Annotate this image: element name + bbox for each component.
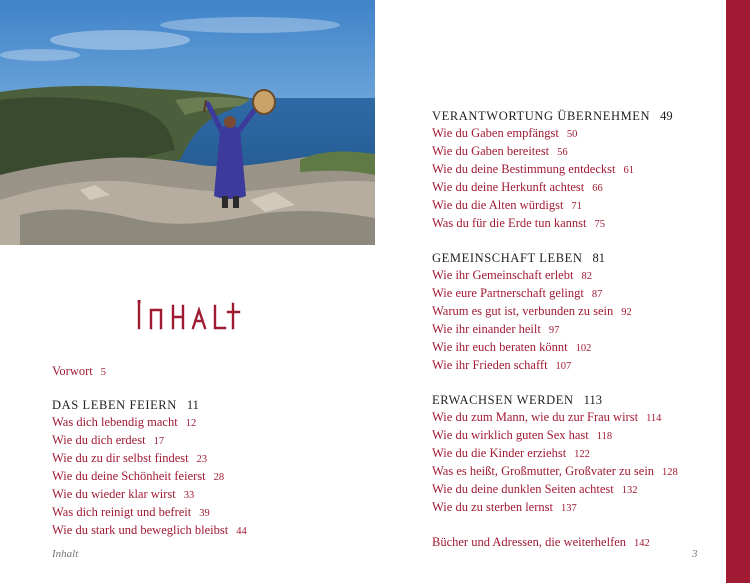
toc-entry-label: Warum es gut ist, verbunden zu sein xyxy=(432,304,614,318)
toc-entry-page: 122 xyxy=(574,449,590,460)
toc-entry-label: Wie du die Alten würdigst xyxy=(432,198,564,212)
toc-entry[interactable] xyxy=(432,499,678,517)
toc-entry-label: Wie du zu dir selbst findest xyxy=(52,451,189,465)
toc-entry-label: Wie du wieder klar wirst xyxy=(52,487,176,501)
toc-entry[interactable] xyxy=(432,179,678,197)
toc-entry[interactable] xyxy=(432,339,678,357)
toc-entry-page: 107 xyxy=(555,361,572,372)
toc-entry[interactable] xyxy=(52,522,247,540)
toc-entry-appendix[interactable] xyxy=(432,534,678,552)
toc-entry-label: Wie du zum Mann, wie du zur Frau wirst xyxy=(432,410,639,424)
toc-entry[interactable] xyxy=(432,285,678,303)
toc-entry[interactable] xyxy=(52,450,247,468)
toc-entry-label: Wie du Gaben bereitest xyxy=(432,144,550,158)
toc-entry-page: 28 xyxy=(213,472,225,483)
toc-entry-page: 12 xyxy=(185,418,197,429)
toc-entry-label: Wie ihr Frieden schafft xyxy=(432,358,548,372)
toc-entry[interactable] xyxy=(432,125,678,143)
toc-entry-page: 128 xyxy=(662,467,678,478)
toc-entry-page: 23 xyxy=(196,454,208,465)
toc-section-page: 113 xyxy=(583,393,602,407)
toc-section-page: 81 xyxy=(592,251,606,265)
toc-entry[interactable] xyxy=(432,215,678,233)
toc-entry[interactable] xyxy=(432,267,678,285)
toc-entry-label: Wie du deine Herkunft achtest xyxy=(432,180,585,194)
toc-entry[interactable] xyxy=(432,357,678,375)
toc-entry-page: 137 xyxy=(560,503,577,514)
toc-entry[interactable] xyxy=(432,303,678,321)
toc-entry-label: Was dich reinigt und befreit xyxy=(52,505,192,519)
toc-entry[interactable] xyxy=(52,504,247,522)
toc-entry-page: 97 xyxy=(548,325,560,336)
toc-entry-label: Wie ihr euch beraten könnt xyxy=(432,340,568,354)
toc-section-label: DAS LEBEN FEIERN xyxy=(52,398,177,412)
toc-entry-page: 33 xyxy=(183,490,195,501)
toc-entry-label: Was du für die Erde tun kannst xyxy=(432,216,587,230)
toc-entry-page: 142 xyxy=(634,538,650,549)
page-edge-accent-bar xyxy=(726,0,750,583)
toc-entry-page: 118 xyxy=(596,431,613,442)
toc-entry-page: 5 xyxy=(100,367,106,378)
toc-entry-page: 132 xyxy=(621,485,638,496)
toc-entry-label: Wie du deine Schönheit feierst xyxy=(52,469,206,483)
toc-entry-label: Was es heißt, Großmutter, Großvater zu sein xyxy=(432,464,655,478)
toc-section-page: 11 xyxy=(186,398,199,412)
toc-entry[interactable] xyxy=(432,409,678,427)
toc-section-label: ERWACHSEN WERDEN xyxy=(432,393,574,407)
toc-entry[interactable] xyxy=(432,321,678,339)
toc-entry-label: Bücher und Adressen, die weiterhelfen xyxy=(432,535,627,549)
toc-section-page: 49 xyxy=(660,109,673,123)
toc-entry[interactable] xyxy=(52,468,247,486)
toc-entry[interactable] xyxy=(432,481,678,499)
toc-entry[interactable] xyxy=(432,463,678,481)
toc-entry-page: 50 xyxy=(566,129,578,140)
toc-entry[interactable] xyxy=(432,445,678,463)
toc-entry-page: 61 xyxy=(623,165,634,176)
toc-section-heading xyxy=(432,392,678,409)
page-number: 3 xyxy=(692,548,698,560)
toc-entry-page: 102 xyxy=(575,343,592,354)
toc-entry-label: Wie du deine dunklen Seiten achtest xyxy=(432,482,614,496)
toc-entry[interactable] xyxy=(432,161,678,179)
toc-section-heading xyxy=(52,397,247,414)
toc-entry-page: 44 xyxy=(236,526,247,537)
toc-entry[interactable] xyxy=(432,197,678,215)
landscape-photo xyxy=(0,0,375,245)
page-title xyxy=(60,300,320,330)
footer-section-label: Inhalt xyxy=(52,548,79,560)
toc-entry-page: 75 xyxy=(594,219,606,230)
toc-entry-label: Wie du die Kinder erziehst xyxy=(432,446,567,460)
left-toc xyxy=(52,363,247,540)
toc-entry-page: 56 xyxy=(557,147,568,158)
toc-section-heading xyxy=(432,250,678,267)
toc-entry[interactable] xyxy=(432,143,678,161)
toc-entry-label: Vorwort xyxy=(52,364,93,378)
toc-section-label: GEMEINSCHAFT LEBEN xyxy=(432,251,583,265)
toc-entry-page: 114 xyxy=(646,413,662,424)
toc-entry-page: 82 xyxy=(581,271,592,282)
toc-entry-label: Wie du Gaben empfängst xyxy=(432,126,559,140)
toc-entry-page: 71 xyxy=(571,201,582,212)
toc-entry-page: 39 xyxy=(199,508,210,519)
toc-entry-label: Wie ihr Gemeinschaft erlebt xyxy=(432,268,574,282)
toc-entry[interactable] xyxy=(52,486,247,504)
toc-entry[interactable] xyxy=(52,432,247,450)
toc-entry-page: 17 xyxy=(153,436,165,447)
toc-entry-page: 92 xyxy=(621,307,632,318)
toc-section-heading xyxy=(432,108,678,125)
page-title-lettering xyxy=(135,300,245,330)
toc-entry-vorwort[interactable] xyxy=(52,363,247,381)
right-toc xyxy=(432,108,678,552)
toc-entry-label: Wie du dich erdest xyxy=(52,433,146,447)
toc-entry-label: Wie eure Partnerschaft gelingt xyxy=(432,286,584,300)
toc-entry-label: Wie du deine Bestimmung entdeckst xyxy=(432,162,616,176)
toc-entry-label: Wie du stark und beweglich bleibst xyxy=(52,523,229,537)
toc-entry[interactable] xyxy=(432,427,678,445)
toc-section-label: VERANTWORTUNG ÜBERNEHMEN xyxy=(432,109,651,123)
toc-entry[interactable] xyxy=(52,414,247,432)
toc-entry-label: Was dich lebendig macht xyxy=(52,415,178,429)
toc-entry-page: 87 xyxy=(591,289,603,300)
toc-entry-page: 66 xyxy=(592,183,603,194)
toc-entry-label: Wie du wirklich guten Sex hast xyxy=(432,428,589,442)
toc-entry-label: Wie du zu sterben lernst xyxy=(432,500,553,514)
toc-entry-label: Wie ihr einander heilt xyxy=(432,322,541,336)
